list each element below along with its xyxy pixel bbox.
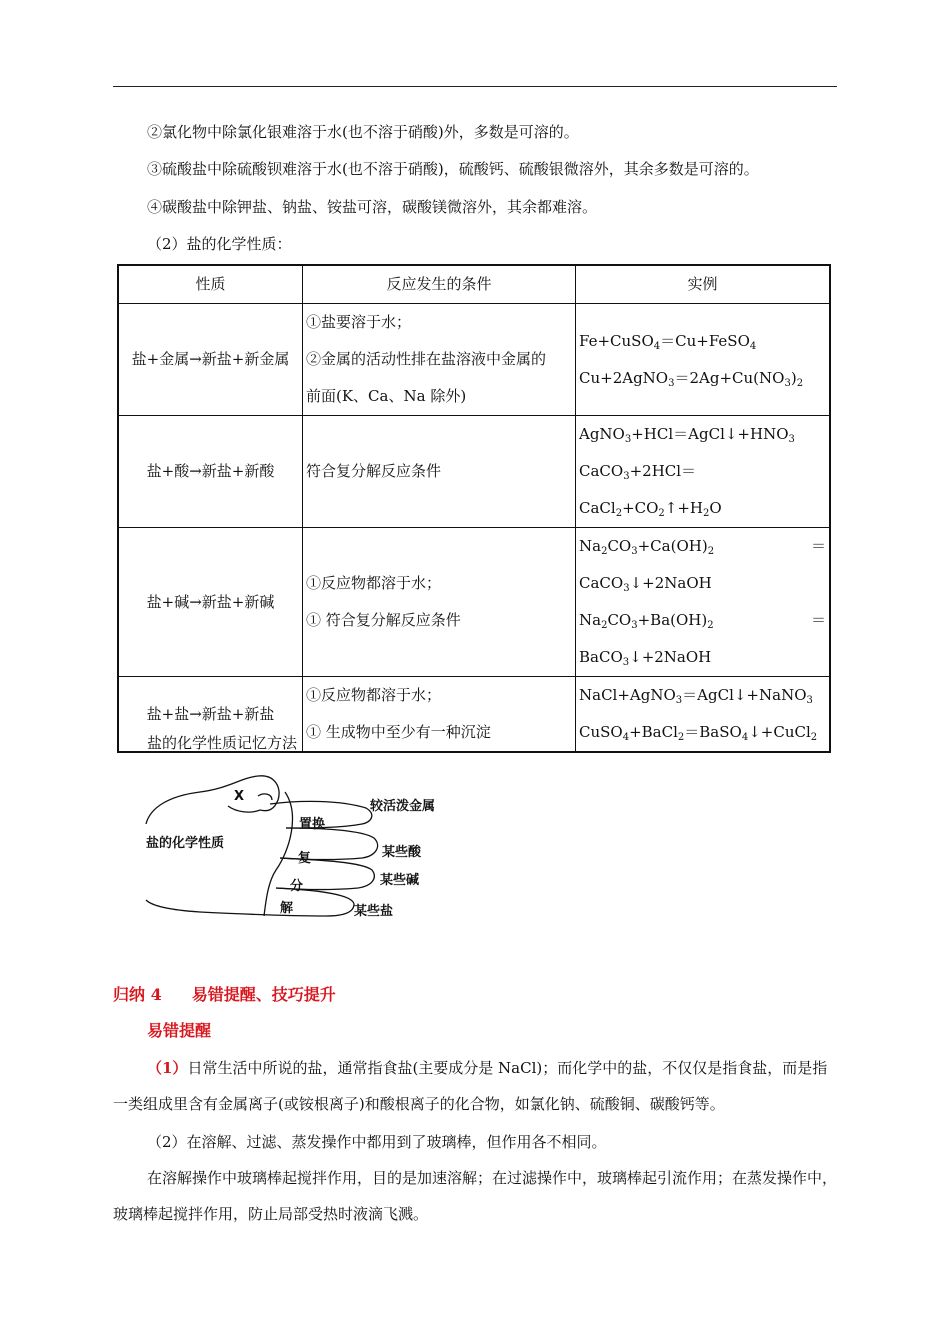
property-cell: 盐+盐→新盐+新盐	[118, 677, 303, 753]
header-condition: 反应发生的条件	[303, 265, 576, 304]
example-cell	[576, 304, 831, 416]
section-heading-4	[113, 982, 336, 1005]
label-active-metal: 较活泼金属	[370, 799, 436, 814]
equation: CaCO$_3$↓+2NaOH	[579, 574, 712, 594]
condition-line: 符合复分解反应条件	[306, 462, 442, 480]
example-cell	[576, 528, 831, 677]
paragraph-1	[113, 1050, 837, 1122]
header-rule	[113, 86, 837, 87]
property-cell: 盐+金属→新盐+新金属	[118, 304, 303, 416]
label-some-bases: 某些碱	[380, 873, 420, 888]
condition-cell	[303, 528, 576, 677]
label-jie: 解	[280, 901, 294, 916]
paragraph-text: 日常生活中所说的盐，通常指食盐(主要成分是 NaCl)；而化学中的盐，不仅仅是指食盐，而是指一类组成里含有金属离子(或铵根离子)和酸根离子的化合物，如氯化钠、硫酸铜、碳酸钙等。	[113, 1059, 828, 1113]
condition-line: ②金属的活动性排在盐溶液中金属的	[306, 350, 547, 368]
heading-title: 易错提醒、技巧提升	[191, 985, 336, 1004]
salt-properties-table	[117, 264, 831, 753]
condition-line: ①反应物都溶于水；	[306, 686, 442, 704]
table-row	[118, 416, 830, 528]
heading-label: 归纳 4	[113, 985, 162, 1004]
header-property: 性质	[118, 265, 303, 304]
condition-line: ① 符合复分解反应条件	[306, 611, 461, 629]
paragraph-2: （2）在溶解、过滤、蒸发操作中都用到了玻璃棒，但作用各不相同。	[147, 1133, 607, 1151]
table-row	[118, 304, 830, 416]
condition-cell	[303, 304, 576, 416]
property-cell: 盐+酸→新盐+新酸	[118, 416, 303, 528]
condition-cell	[303, 416, 576, 528]
hand-mnemonic-diagram	[140, 770, 460, 930]
equation: $Na_2CO_3+Ca(OH)_2$ ＝	[579, 537, 826, 557]
subheading-common-errors: 易错提醒	[147, 1021, 212, 1040]
condition-line: ① 生成物中至少有一种沉淀	[306, 723, 491, 741]
label-some-salts: 某些盐	[354, 904, 394, 919]
condition-line: 前面(K、Ca、Na 除外)	[306, 387, 467, 405]
text-line-carbonate: ④碳酸盐中除钾盐、钠盐、铵盐可溶，碳酸镁微溶外，其余都难溶。	[147, 198, 598, 216]
paragraph-number: （1）	[147, 1059, 188, 1077]
example-cell	[576, 416, 831, 528]
equation: NaCl+AgNO$_3$＝AgCl↓+NaNO$_3$	[579, 686, 813, 706]
table-header-row	[118, 265, 830, 304]
equation: $Na_2CO_3+Ba(OH)_2$ ＝	[579, 611, 826, 631]
equation: CuSO$_4$+BaCl$_2$＝BaSO$_4$↓+CuCl$_2$	[579, 723, 818, 743]
x-mark: X	[234, 789, 245, 804]
table-row	[118, 528, 830, 677]
text-line-sulfate: ③硫酸盐中除硫酸钡难溶于水(也不溶于硝酸)，硫酸钙、硫酸银微溶外，其余多数是可溶的。	[147, 160, 759, 178]
equation: $AgNO_3+HCl=AgCl↓+HNO_3$	[579, 425, 795, 445]
label-displacement: 置换	[299, 817, 326, 832]
diagram-caption: 盐的化学性质记忆方法	[147, 734, 298, 752]
label-fu: 复	[298, 851, 312, 866]
condition-line: ①盐要溶于水；	[306, 313, 412, 331]
label-fen: 分	[290, 879, 304, 894]
text-line-chloride: ②氯化物中除氯化银难溶于水(也不溶于硝酸)外，多数是可溶的。	[147, 123, 579, 141]
section-heading-salt-properties: （2）盐的化学性质：	[147, 235, 292, 253]
paragraph-3: 在溶解操作中玻璃棒起搅拌作用，目的是加速溶解；在过滤操作中，玻璃棒起引流作用；在蒸发操作中，玻璃棒起搅拌作用，防止局部受热时液滴飞溅。	[113, 1169, 838, 1223]
header-example: 实例	[576, 265, 831, 304]
equation: $CaCO_3+2HCl=CaCl_2+CO_2↑+H_2O$	[579, 462, 722, 519]
condition-line: ①反应物都溶于水；	[306, 574, 442, 592]
equation: $Cu+2AgNO_3=2Ag+Cu(NO_3)_2$	[579, 368, 804, 389]
label-some-acids: 某些酸	[382, 845, 422, 860]
label-salt-chemical-properties: 盐的化学性质	[146, 836, 225, 851]
equation: BaCO$_3$↓+2NaOH	[579, 648, 712, 668]
property-cell: 盐+碱→新盐+新碱	[118, 528, 303, 677]
equation: Fe+CuSO$_4$＝Cu+FeSO$_4$	[579, 331, 757, 352]
